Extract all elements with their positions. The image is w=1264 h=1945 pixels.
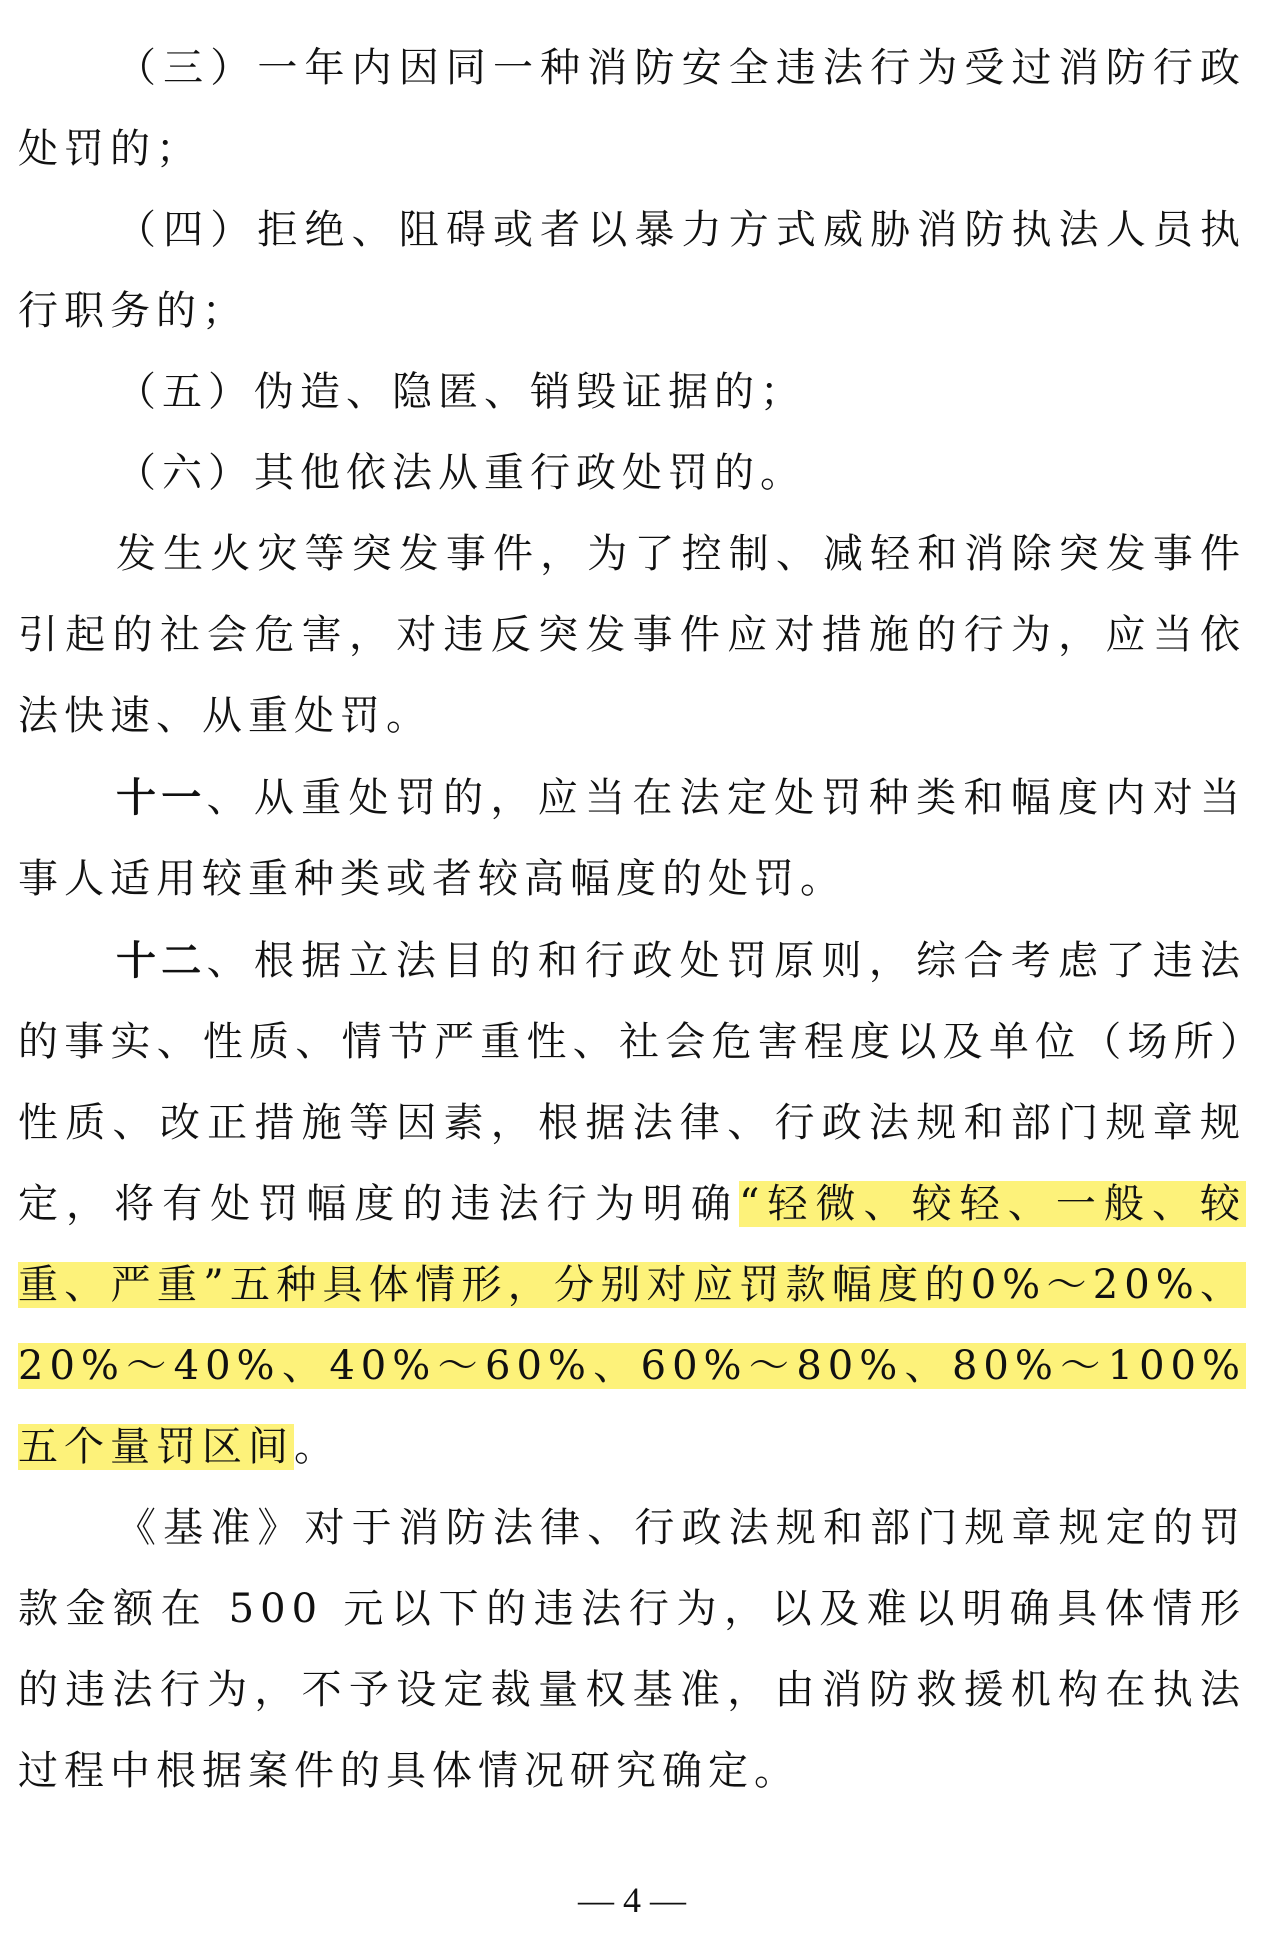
paragraph-12-text: 、根据立法目的和行政处罚原则，综合考虑了违法的事实、性质、情节严重性、社会危害程度以及单位（场所）性质、改正措施等因素，根据法律、行政法规和部门规章规定，将有处罚幅度的违法行为明确 bbox=[18, 938, 1246, 1227]
paragraph-item-5: （五）伪造、隐匿、销毁证据的； bbox=[116, 369, 806, 415]
paragraph-11-lead: 十一 bbox=[116, 774, 207, 821]
paragraph-12-end: 。 bbox=[294, 1424, 340, 1470]
paragraph-11-text: 、从重处罚的，应当在法定处罚种类和幅度内对当事人适用较重种类或者较高幅度的处罚。 bbox=[18, 775, 1246, 902]
page-number: — 4 — bbox=[578, 1880, 686, 1920]
paragraph-item-4: （四）拒绝、阻碍或者以暴力方式威胁消防执法人员执行职务的； bbox=[18, 207, 1246, 334]
paragraph-benchmark: 《基准》对于消防法律、行政法规和部门规章规定的罚款金额在 500 元以下的违法行为，以及难以明确具体情形的违法行为，不予设定裁量权基准，由消防救援机构在执法过程中根据案件的具体情况研究确定。 bbox=[18, 1505, 1246, 1794]
paragraph-11 bbox=[18, 757, 1246, 920]
highlighted-text: “轻微、较轻、一般、较重、严重”五种具体情形，分别对应罚款幅度的0%～20%、20%～40%、40%～60%、60%～80%、80%～100%五个量罚区间 bbox=[18, 1181, 1247, 1470]
document-body bbox=[18, 28, 1246, 1812]
paragraph-item-6: （六）其他依法从重行政处罚的。 bbox=[116, 450, 806, 496]
paragraph-12-lead: 十二 bbox=[116, 937, 207, 984]
paragraph-item-3: （三）一年内因同一种消防安全违法行为受过消防行政处罚的； bbox=[18, 45, 1246, 172]
paragraph-emergency: 发生火灾等突发事件，为了控制、减轻和消除突发事件引起的社会危害，对违反突发事件应对措施的行为，应当依法快速、从重处罚。 bbox=[18, 531, 1246, 739]
paragraph-12 bbox=[18, 920, 1246, 1488]
